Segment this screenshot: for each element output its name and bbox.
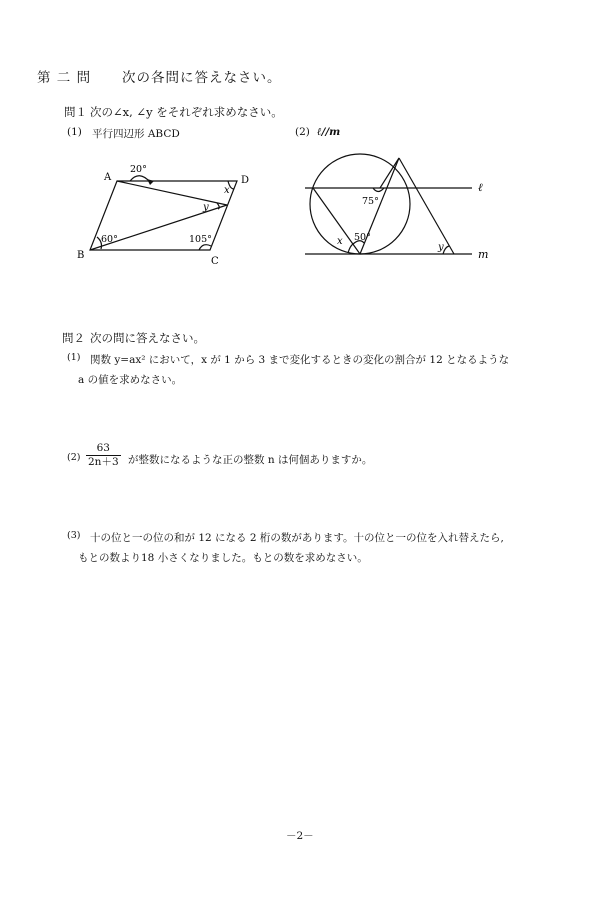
vertex-b: B bbox=[77, 250, 85, 261]
angle-label-y: y bbox=[203, 202, 209, 213]
vertex-a: A bbox=[104, 172, 112, 183]
fraction-denominator: 2n＋3 bbox=[88, 456, 119, 468]
vertex-c: C bbox=[211, 256, 219, 267]
parallelogram-figure bbox=[70, 158, 270, 268]
page-number: －2－ bbox=[286, 830, 314, 842]
section-label: 第 二 問 bbox=[37, 70, 92, 86]
q1-prompt: 次の∠x, ∠y をそれぞれ求めなさい。 bbox=[90, 105, 283, 119]
q2-p3-line2: もとの数より18 小さくなりました。もとの数を求めなさい。 bbox=[78, 552, 368, 564]
q2-prompt: 次の問に答えなさい。 bbox=[90, 331, 205, 345]
angle-label-60: 60° bbox=[101, 234, 118, 245]
q1-label: 問１ bbox=[64, 105, 87, 119]
angle-label-75: 75° bbox=[362, 196, 379, 207]
angle-arc-x bbox=[348, 244, 353, 253]
q2-p1-number: (1) bbox=[67, 352, 81, 363]
angle-label-105: 105° bbox=[189, 234, 212, 245]
diagonal-a-to-bc bbox=[117, 181, 227, 205]
angle-label-y: y bbox=[438, 242, 444, 253]
q2-p2-text: が整数になるような正の整数 n は何個ありますか。 bbox=[128, 454, 373, 466]
fraction-numerator: 63 bbox=[86, 442, 121, 456]
angle-label-50: 50° bbox=[354, 232, 371, 243]
arrowhead-icon bbox=[147, 179, 154, 185]
q2-p2-number: (2) bbox=[67, 452, 81, 463]
circle-parallel-figure bbox=[298, 140, 500, 265]
line-label-m: m bbox=[478, 248, 489, 261]
q2-p3-line1: 十の位と一の位の和が 12 になる 2 桁の数があります。十の位と一の位を入れ替えたら, bbox=[90, 532, 504, 544]
section-instruction: 次の各問に答えなさい。 bbox=[122, 70, 282, 86]
angle-label-20: 20° bbox=[130, 164, 147, 175]
q2-p1-line2: a の値を求めなさい。 bbox=[78, 374, 183, 386]
angle-arc-105 bbox=[199, 245, 211, 250]
q1-p1-caption: 平行四辺形 ABCD bbox=[92, 128, 180, 140]
q2-p3-number: (3) bbox=[67, 530, 81, 541]
q2-p2-fraction bbox=[86, 442, 121, 469]
q1-p1-number: (1) bbox=[67, 126, 82, 138]
q1-p2-caption: ℓ//m bbox=[317, 126, 341, 138]
line-label-l: ℓ bbox=[478, 181, 483, 194]
line-to-m bbox=[399, 158, 454, 254]
angle-arc-y bbox=[443, 246, 449, 254]
angle-label-x: x bbox=[224, 185, 230, 196]
vertex-d: D bbox=[241, 175, 250, 186]
chord-cross bbox=[380, 158, 399, 188]
q2-label: 問２ bbox=[62, 331, 85, 345]
q1-p2-number: (2) bbox=[295, 126, 310, 138]
q2-p1-line1: 関数 y=ax² において，x が 1 から 3 まで変化するときの変化の割合が 12 となるような bbox=[90, 354, 510, 366]
angle-label-x: x bbox=[337, 236, 343, 247]
